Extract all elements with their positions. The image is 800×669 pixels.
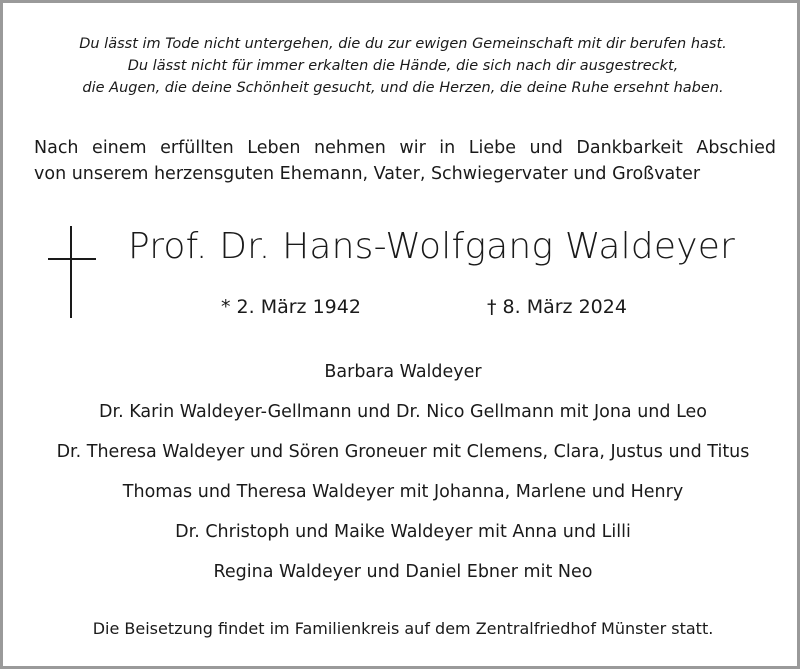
mourner-row: Dr. Theresa Waldeyer und Sören Groneuer mit Clemens, Clara, Justus und Titus [56, 442, 750, 462]
motto-quote [3, 33, 800, 99]
deceased-name: Prof. Dr. Hans-Wolfgang Waldeyer [127, 226, 736, 267]
birth-date: * 2. März 1942 [221, 296, 361, 318]
motto-line: die Augen, die deine Schönheit gesucht, und die Herzen, die deine Ruhe ersehnt haben. [82, 80, 724, 96]
mourner-row: Barbara Waldeyer [324, 362, 482, 382]
death-date: † 8. März 2024 [487, 296, 627, 318]
motto-line: Du lässt im Tode nicht untergehen, die du zur ewigen Gemeinschaft mit dir berufen hast. [79, 36, 727, 52]
intro-line: Nach einem erfüllten Leben nehmen wir in Liebe und Dankbarkeit Abschied [34, 138, 776, 158]
intro-text [34, 135, 776, 187]
mourner-row: Regina Waldeyer und Daniel Ebner mit Neo [213, 562, 593, 582]
mourners-list [3, 359, 800, 599]
burial-note: Die Beisetzung findet im Familienkreis auf dem Zentralfriedhof Münster statt. [92, 619, 714, 638]
mourner-row: Dr. Christoph und Maike Waldeyer mit Anna und Lilli [175, 522, 631, 542]
mourner-row: Thomas und Theresa Waldeyer mit Johanna, Marlene und Henry [122, 482, 684, 502]
mourner-row: Dr. Karin Waldeyer-Gellmann und Dr. Nico Gellmann mit Jona und Leo [99, 402, 707, 422]
intro-line: von unserem herzensguten Ehemann, Vater, Schwiegervater und Großvater [34, 164, 701, 184]
motto-line: Du lässt nicht für immer erkalten die Hände, die sich nach dir ausgestreckt, [127, 58, 679, 74]
